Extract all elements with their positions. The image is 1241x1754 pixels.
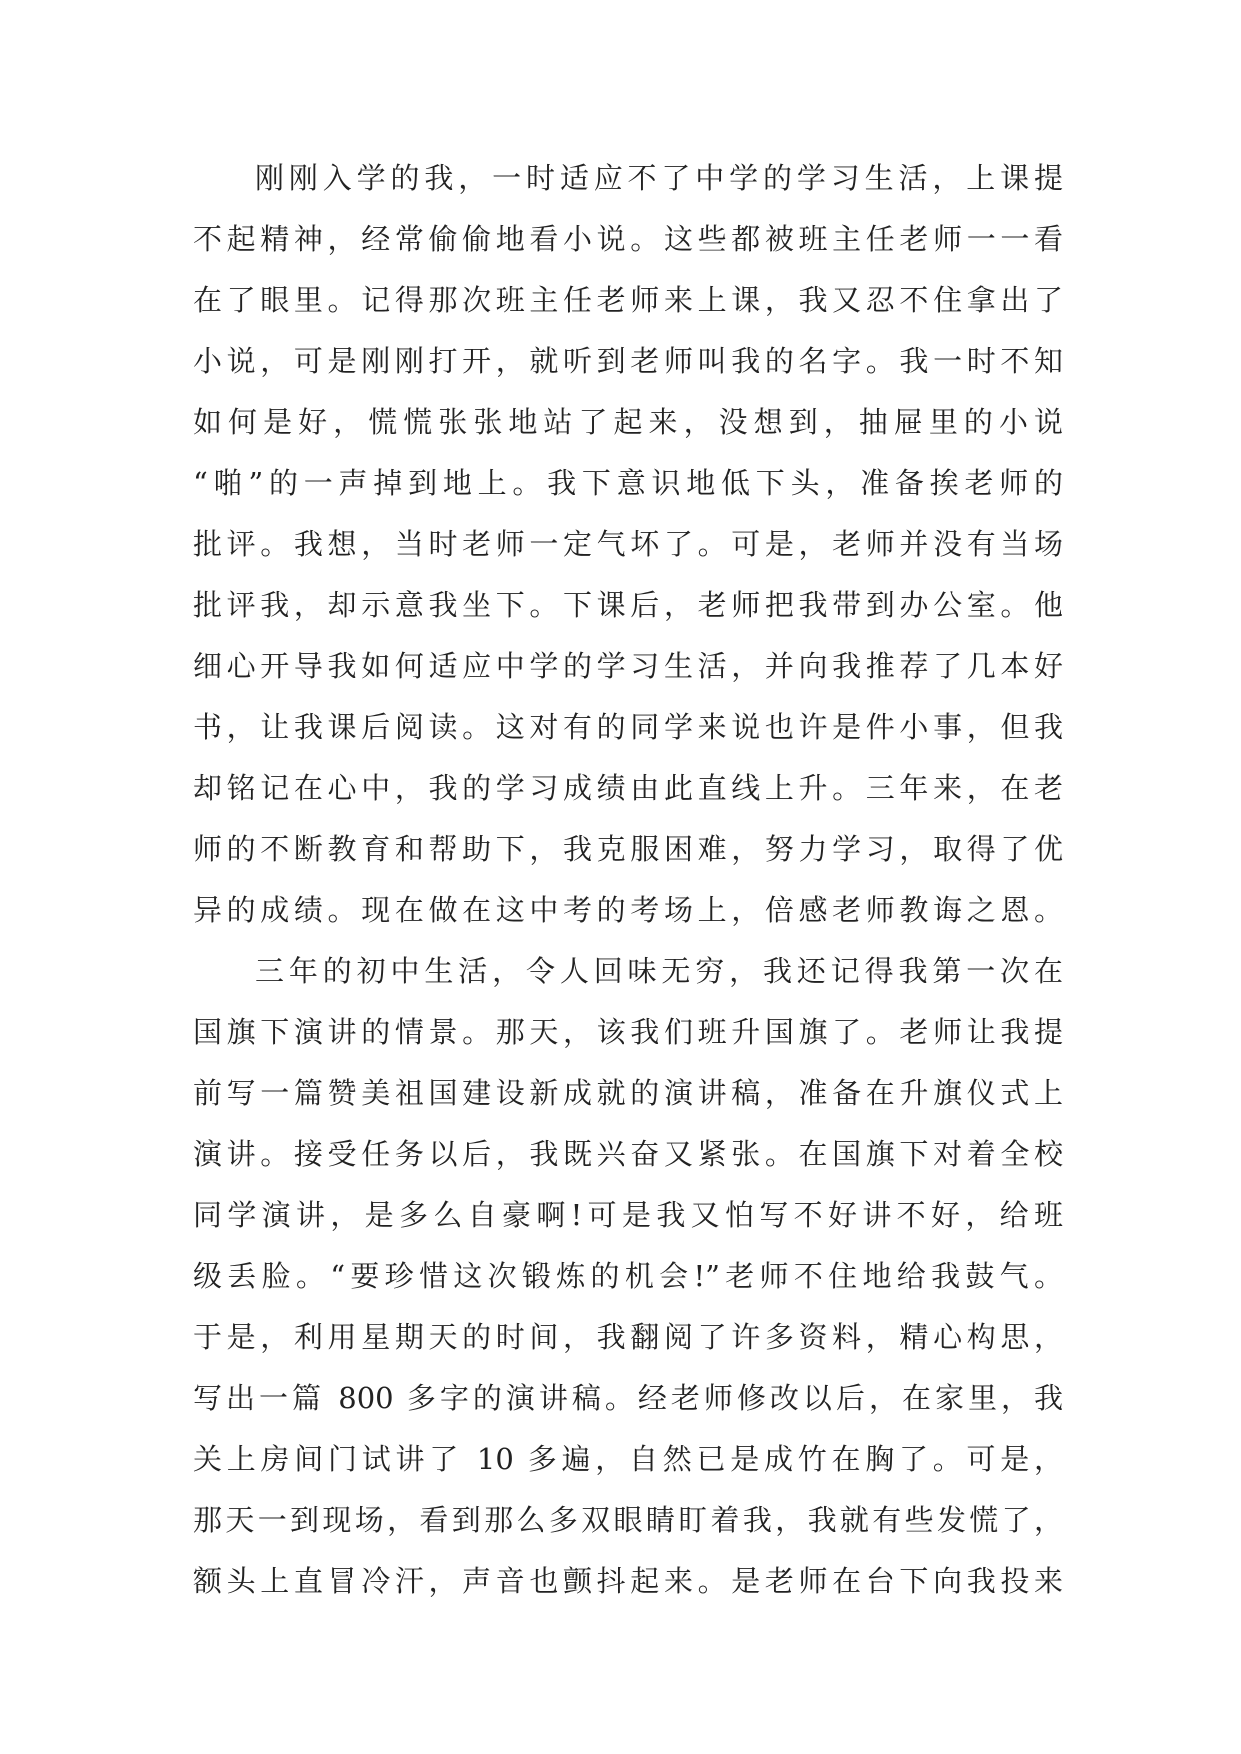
text-line: 批评。我想，当时老师一定气坏了。可是，老师并没有当场 <box>193 527 1063 561</box>
text-line: 如何是好，慌慌张张地站了起来，没想到，抽屉里的小说 <box>193 405 1063 439</box>
text-line: 细心开导我如何适应中学的学习生活，并向我推荐了几本好 <box>193 649 1063 683</box>
text-line: 不起精神，经常偷偷地看小说。这些都被班主任老师一一看 <box>193 222 1063 256</box>
text-line: “啪”的一声掉到地上。我下意识地低下头，准备挨老师的 <box>193 466 1063 500</box>
text-line: 额头上直冒冷汗，声音也颤抖起来。是老师在台下向我投来 <box>193 1564 1063 1598</box>
text-line: 那天一到现场，看到那么多双眼睛盯着我，我就有些发慌了， <box>193 1503 1063 1537</box>
text-line: 写出一篇 800 多字的演讲稿。经老师修改以后，在家里，我 <box>193 1381 1063 1415</box>
text-line: 书，让我课后阅读。这对有的同学来说也许是件小事，但我 <box>193 710 1063 744</box>
text-line: 前写一篇赞美祖国建设新成就的演讲稿，准备在升旗仪式上 <box>193 1076 1063 1110</box>
essay-body <box>193 158 1063 1622</box>
paragraph-1 <box>193 158 1063 951</box>
text-line: 演讲。接受任务以后，我既兴奋又紧张。在国旗下对着全校 <box>193 1137 1063 1171</box>
text-line: 关上房间门试讲了 10 多遍，自然已是成竹在胸了。可是， <box>193 1442 1063 1476</box>
text-line: 国旗下演讲的情景。那天，该我们班升国旗了。老师让我提 <box>193 1015 1063 1049</box>
text-line: 三年的初中生活，令人回味无穷，我还记得我第一次在 <box>255 954 1063 988</box>
text-line: 同学演讲，是多么自豪啊!可是我又怕写不好讲不好，给班 <box>193 1198 1063 1232</box>
paragraph-2 <box>193 951 1063 1622</box>
text-line: 异的成绩。现在做在这中考的考场上，倍感老师教诲之恩。 <box>193 893 1063 927</box>
text-line: 师的不断教育和帮助下，我克服困难，努力学习，取得了优 <box>193 832 1063 866</box>
text-line: 刚刚入学的我，一时适应不了中学的学习生活，上课提 <box>255 161 1063 195</box>
text-line: 小说，可是刚刚打开，就听到老师叫我的名字。我一时不知 <box>193 344 1063 378</box>
text-line: 级丢脸。“要珍惜这次锻炼的机会!”老师不住地给我鼓气。 <box>193 1259 1063 1293</box>
text-line: 批评我，却示意我坐下。下课后，老师把我带到办公室。他 <box>193 588 1063 622</box>
text-line: 于是，利用星期天的时间，我翻阅了许多资料，精心构思， <box>193 1320 1063 1354</box>
text-line: 在了眼里。记得那次班主任老师来上课，我又忍不住拿出了 <box>193 283 1063 317</box>
text-line: 却铭记在心中，我的学习成绩由此直线上升。三年来，在老 <box>193 771 1063 805</box>
